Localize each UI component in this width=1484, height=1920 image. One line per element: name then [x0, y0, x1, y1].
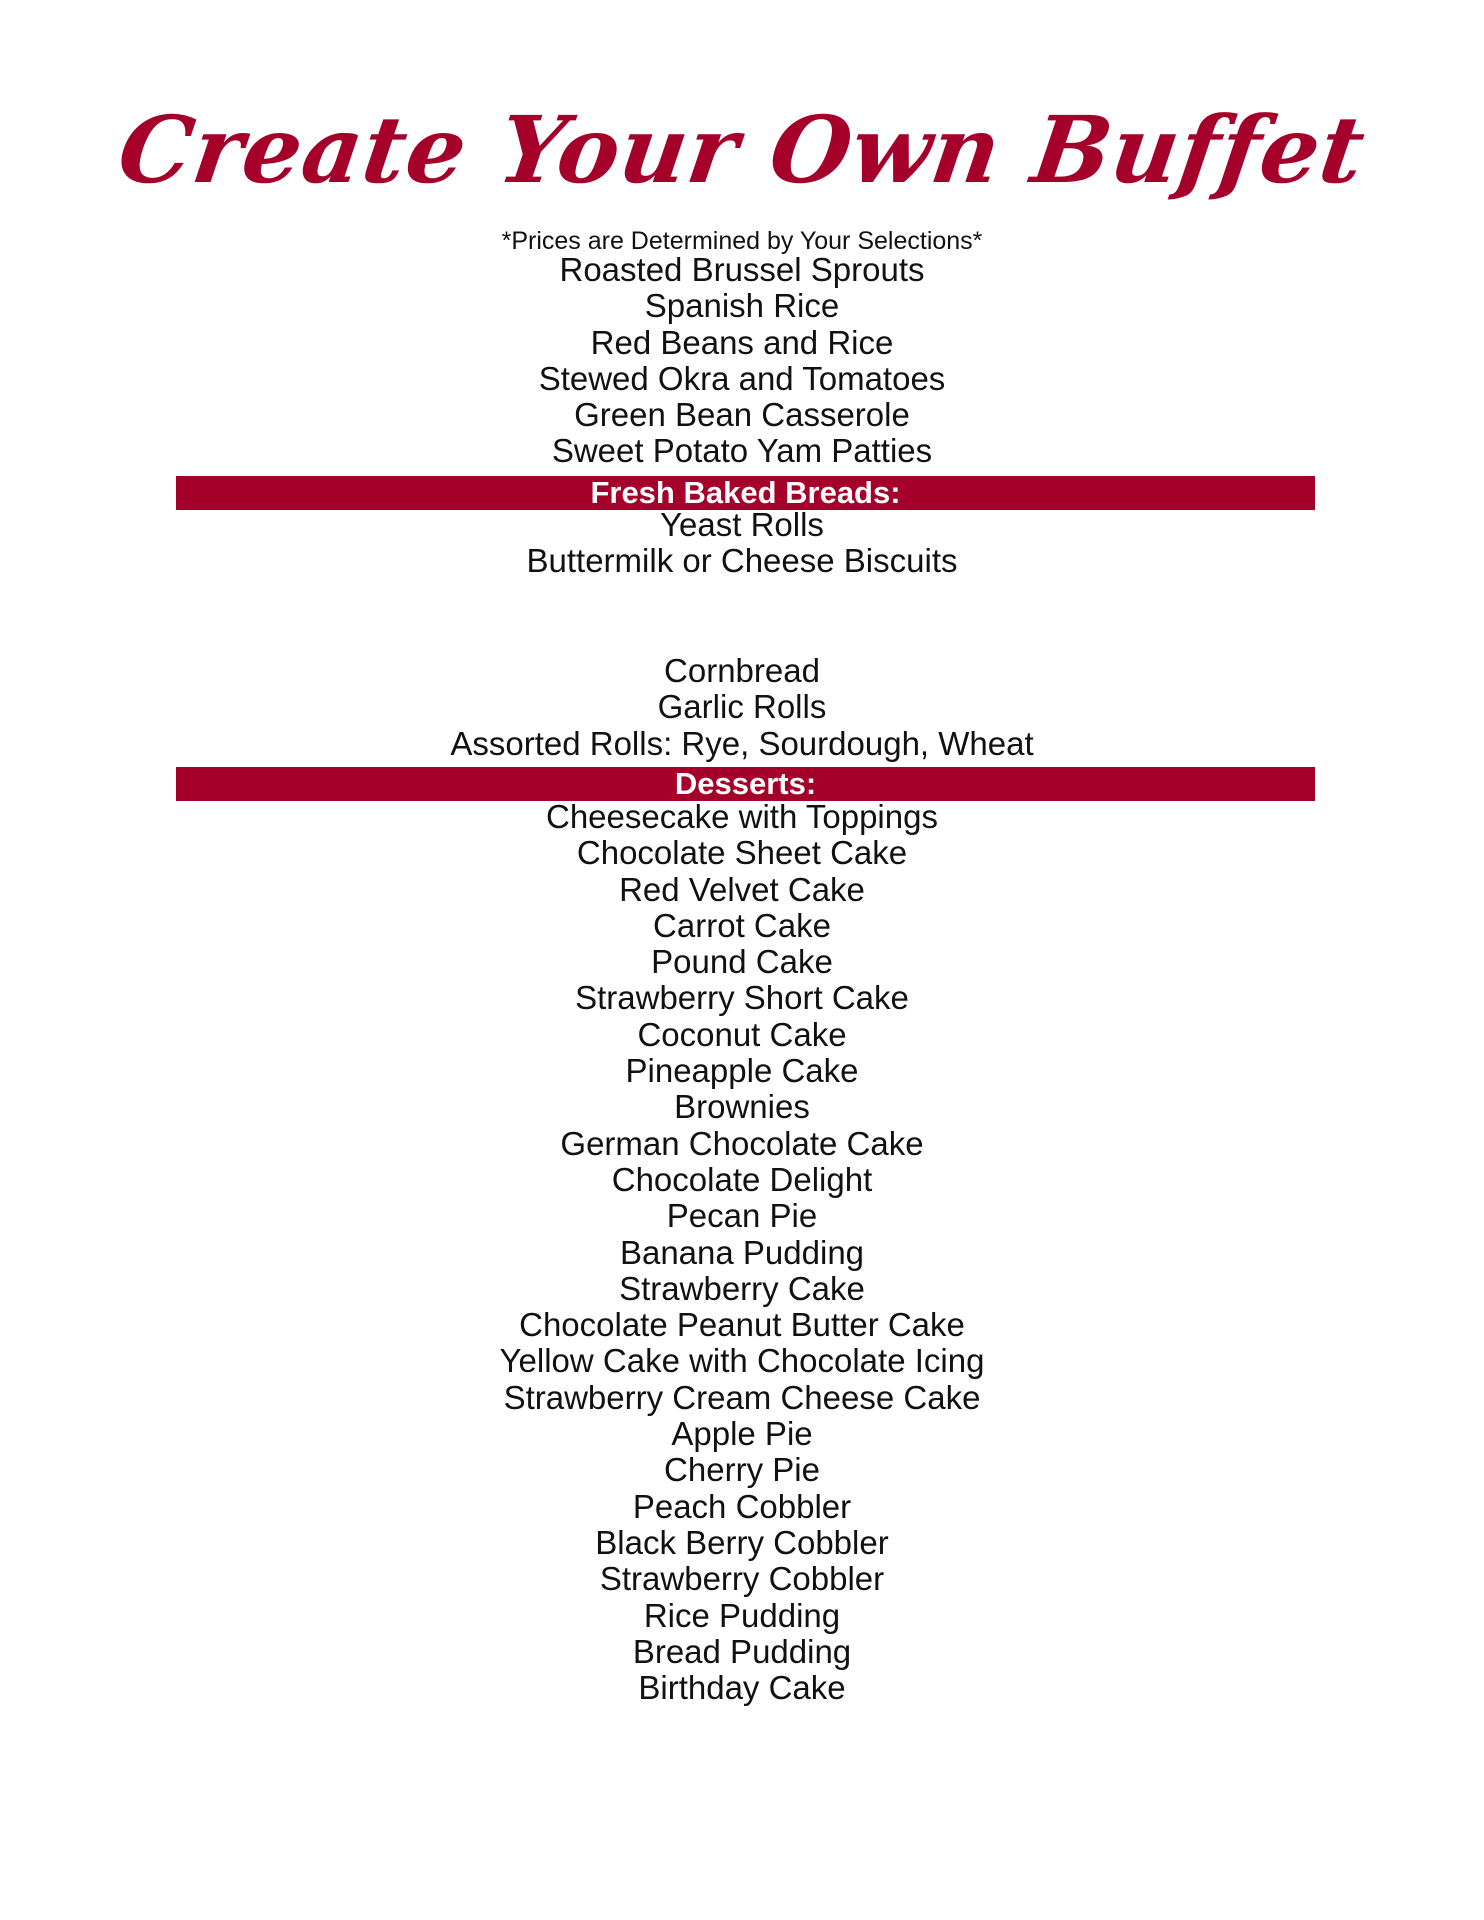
list-item: Bread Pudding [632, 1632, 852, 1670]
list-item: Yeast Rolls [660, 506, 824, 543]
list-item: Yellow Cake with Chocolate Icing [499, 1342, 985, 1380]
list-item: Strawberry Cobbler [599, 1560, 885, 1598]
desserts-section-header: Desserts: [176, 767, 1315, 801]
list-item: Spanish Rice [644, 287, 840, 325]
list-item: German Chocolate Cake [560, 1124, 924, 1162]
list-item: Birthday Cake [638, 1669, 846, 1707]
list-item: Black Berry Cobbler [595, 1523, 889, 1561]
list-item: Chocolate Sheet Cake [576, 834, 908, 872]
list-item: Strawberry Cake [619, 1269, 865, 1307]
list-item: Stewed Okra and Tomatoes [538, 359, 946, 397]
list-item: Apple Pie [671, 1415, 813, 1453]
breads-section-header: Fresh Baked Breads: [176, 476, 1315, 510]
list-item: Pecan Pie [666, 1197, 818, 1235]
list-item: Chocolate Peanut Butter Cake [519, 1306, 965, 1344]
list-item: Banana Pudding [619, 1233, 865, 1271]
list-item: Brownies [674, 1088, 810, 1126]
list-item: Buttermilk or Cheese Biscuits [526, 542, 958, 580]
list-item: Red Beans and Rice [590, 323, 894, 361]
list-item: Cheesecake with Toppings [546, 798, 938, 835]
list-item: Rice Pudding [643, 1596, 841, 1634]
list-item: Strawberry Cream Cheese Cake [503, 1378, 981, 1416]
list-item: Red Velvet Cake [619, 870, 865, 908]
list-item: Chocolate Delight [611, 1160, 873, 1198]
list-item: Carrot Cake [653, 906, 831, 944]
list-item: Green Bean Casserole [574, 396, 910, 434]
desserts-list [0, 799, 1484, 1706]
breads-list-continued [0, 653, 1484, 762]
list-item: Peach Cobbler [632, 1487, 852, 1525]
sides-list [0, 252, 1484, 470]
breads-list [0, 507, 1484, 580]
page-title: Create Your Own Buffet [112, 96, 1372, 204]
list-item: Coconut Cake [637, 1015, 847, 1053]
list-item: Sweet Potato Yam Patties [551, 432, 933, 470]
list-item: Pineapple Cake [625, 1052, 859, 1090]
list-item: Cherry Pie [664, 1451, 820, 1489]
list-item: Pound Cake [651, 943, 833, 981]
list-item: Garlic Rolls [657, 688, 827, 726]
list-item: Roasted Brussel Sprouts [559, 251, 925, 288]
list-item: Strawberry Short Cake [575, 979, 909, 1017]
list-item: Assorted Rolls: Rye, Sourdough, Wheat [450, 724, 1034, 762]
pricing-note: *Prices are Determined by Your Selections* [501, 227, 983, 255]
list-item: Cornbread [664, 652, 820, 689]
